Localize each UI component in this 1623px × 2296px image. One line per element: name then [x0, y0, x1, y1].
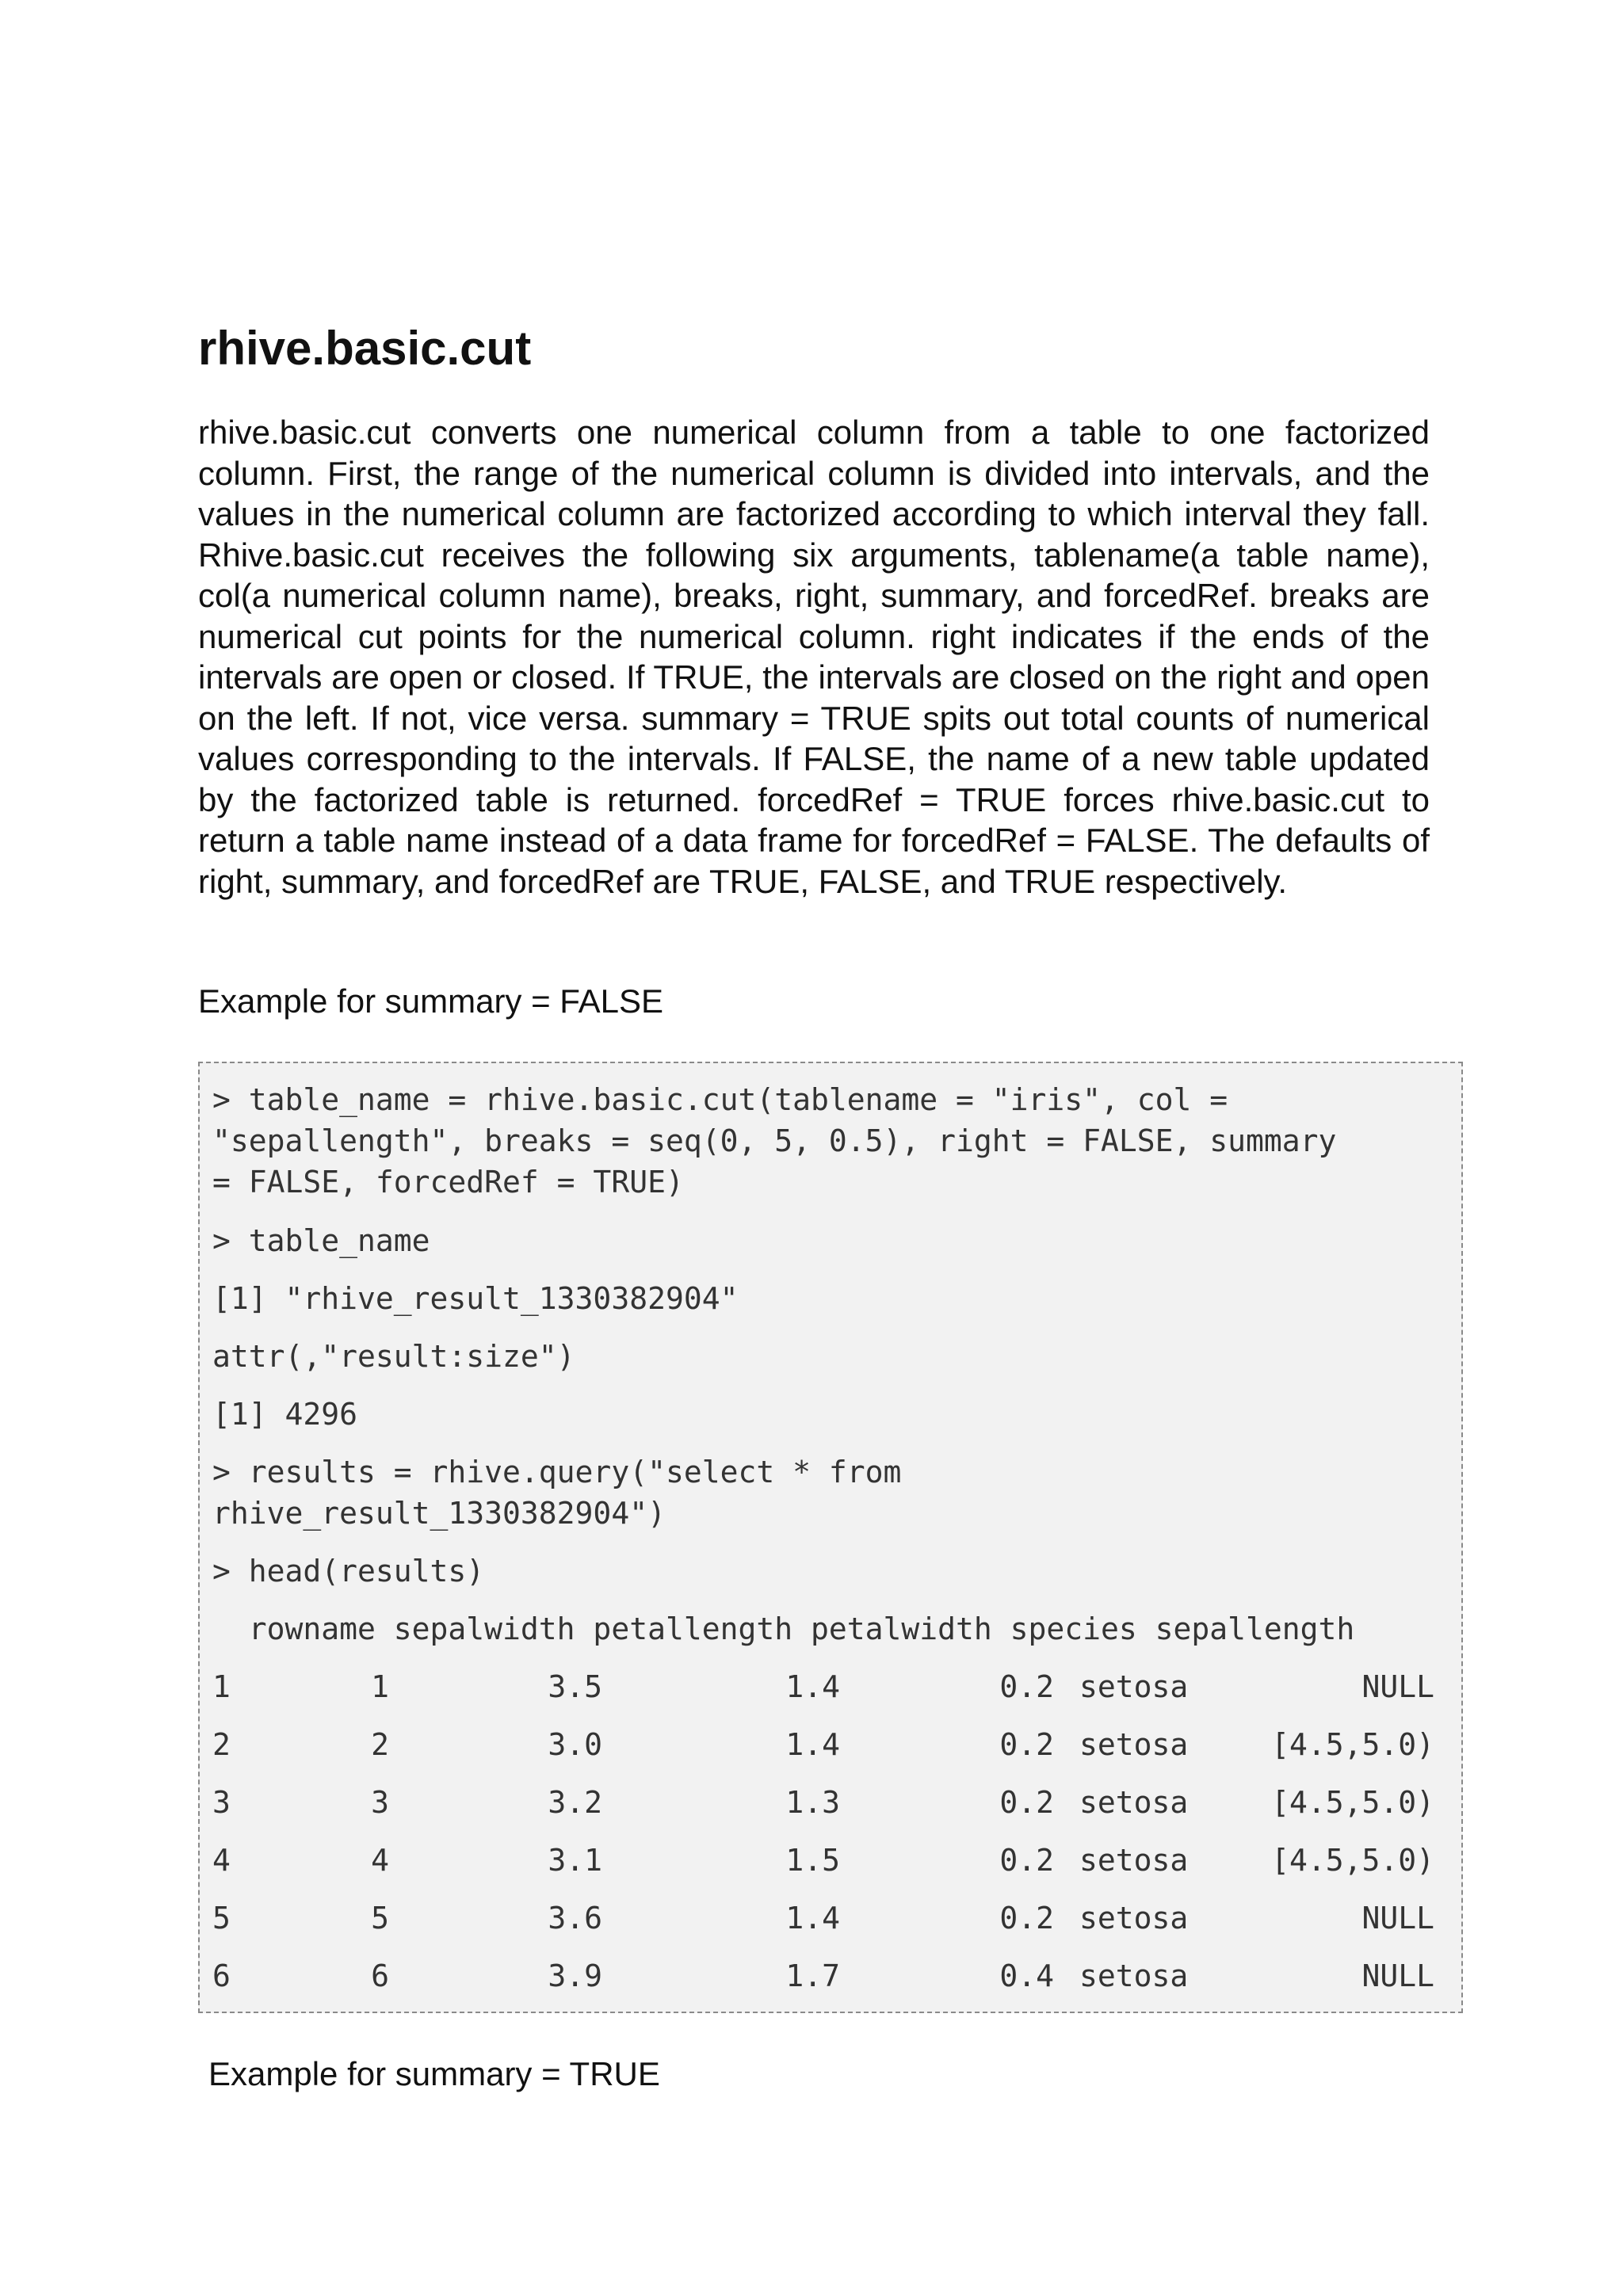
code-command-table-name: > table_name: [212, 1223, 430, 1258]
results-cell-petallength-row-6: 1.7: [785, 1958, 840, 1993]
results-cell-sepallength-row-2: [4.5,5.0): [1271, 1727, 1434, 1762]
code-command-cut: > table_name = rhive.basic.cut(tablename = "iris", col = "sepallength", breaks = seq(0, 5, 0.5), right = FALSE, summary = FALSE, forcedRef = TRUE): [212, 1082, 1337, 1199]
results-cell-species-row-5: setosa: [1079, 1901, 1189, 1936]
results-cell-species-row-1: setosa: [1079, 1669, 1189, 1704]
results-cell-sepalwidth-row-3: 3.2: [548, 1785, 602, 1820]
results-cell-idx-row-3: 3: [212, 1785, 231, 1820]
results-cell-rowname-row-1: 1: [371, 1669, 389, 1704]
results-cell-sepalwidth-row-2: 3.0: [548, 1727, 602, 1762]
results-cell-species-row-4: setosa: [1079, 1843, 1189, 1878]
results-cell-petalwidth-row-3: 0.2: [999, 1785, 1054, 1820]
results-cell-rowname-row-3: 3: [371, 1785, 389, 1820]
results-cell-petallength-row-5: 1.4: [785, 1901, 840, 1936]
results-cell-idx-row-6: 6: [212, 1958, 231, 1993]
results-cell-rowname-row-6: 6: [371, 1958, 389, 1993]
results-table-header: rowname sepalwidth petallength petalwidth species sepallength: [212, 1611, 1355, 1646]
example-summary-true-label: Example for summary = TRUE: [208, 2055, 660, 2092]
results-cell-sepalwidth-row-1: 3.5: [548, 1669, 602, 1704]
results-cell-petalwidth-row-4: 0.2: [999, 1843, 1054, 1878]
code-output-size: [1] 4296: [212, 1397, 358, 1432]
results-cell-sepallength-row-6: NULL: [1361, 1958, 1434, 1993]
code-output-attr: attr(,"result:size"): [212, 1339, 575, 1374]
results-cell-species-row-3: setosa: [1079, 1785, 1189, 1820]
results-cell-rowname-row-5: 5: [371, 1901, 389, 1936]
results-cell-sepallength-row-5: NULL: [1361, 1901, 1434, 1936]
results-cell-idx-row-4: 4: [212, 1843, 231, 1878]
results-cell-idx-row-1: 1: [212, 1669, 231, 1704]
code-output-table-name: [1] "rhive_result_1330382904": [212, 1281, 739, 1316]
results-cell-rowname-row-4: 4: [371, 1843, 389, 1878]
results-cell-petallength-row-3: 1.3: [785, 1785, 840, 1820]
results-cell-sepallength-row-4: [4.5,5.0): [1271, 1843, 1434, 1878]
results-cell-petallength-row-2: 1.4: [785, 1727, 840, 1762]
description-paragraph: rhive.basic.cut converts one numerical column from a table to one factorized column. First, the range of the numerical column is divided into intervals, and the values in the numerical column are factorized according to which interval they fall. Rhive.basic.cut receives the following six arguments, tablename(a table name), col(a numerical column name), breaks, right, summary, and forcedRef. breaks are numerical cut points for the numerical column. right indicates if the ends of the intervals are open or closed. If TRUE, the intervals are closed on the right and open on the left. If not, vice versa. summary = TRUE spits out total counts of numerical values corresponding to the intervals. If FALSE, the name of a new table updated by the factorized table is returned. forcedRef = TRUE forces rhive.basic.cut to return a table name instead of a data frame for forcedRef = FALSE. The defaults of right, summary, and forcedRef are TRUE, FALSE, and TRUE respectively.: [198, 414, 1430, 900]
results-cell-species-row-2: setosa: [1079, 1727, 1189, 1762]
results-cell-sepallength-row-3: [4.5,5.0): [1271, 1785, 1434, 1820]
results-cell-sepalwidth-row-6: 3.9: [548, 1958, 602, 1993]
results-cell-petalwidth-row-5: 0.2: [999, 1901, 1054, 1936]
results-cell-petalwidth-row-2: 0.2: [999, 1727, 1054, 1762]
results-cell-idx-row-5: 5: [212, 1901, 231, 1936]
example-summary-false-label: Example for summary = FALSE: [198, 982, 664, 1020]
code-command-head: > head(results): [212, 1554, 485, 1589]
code-command-query: > results = rhive.query("select * from rhive_result_1330382904"): [212, 1455, 902, 1531]
results-cell-sepalwidth-row-4: 3.1: [548, 1843, 602, 1878]
results-cell-petalwidth-row-6: 0.4: [999, 1958, 1054, 1993]
results-cell-petallength-row-4: 1.5: [785, 1843, 840, 1878]
page-title: rhive.basic.cut: [198, 322, 532, 375]
results-cell-species-row-6: setosa: [1079, 1958, 1189, 1993]
results-cell-sepalwidth-row-5: 3.6: [548, 1901, 602, 1936]
results-cell-petalwidth-row-1: 0.2: [999, 1669, 1054, 1704]
results-cell-idx-row-2: 2: [212, 1727, 231, 1762]
results-cell-petallength-row-1: 1.4: [785, 1669, 840, 1704]
results-cell-sepallength-row-1: NULL: [1361, 1669, 1434, 1704]
results-cell-rowname-row-2: 2: [371, 1727, 389, 1762]
